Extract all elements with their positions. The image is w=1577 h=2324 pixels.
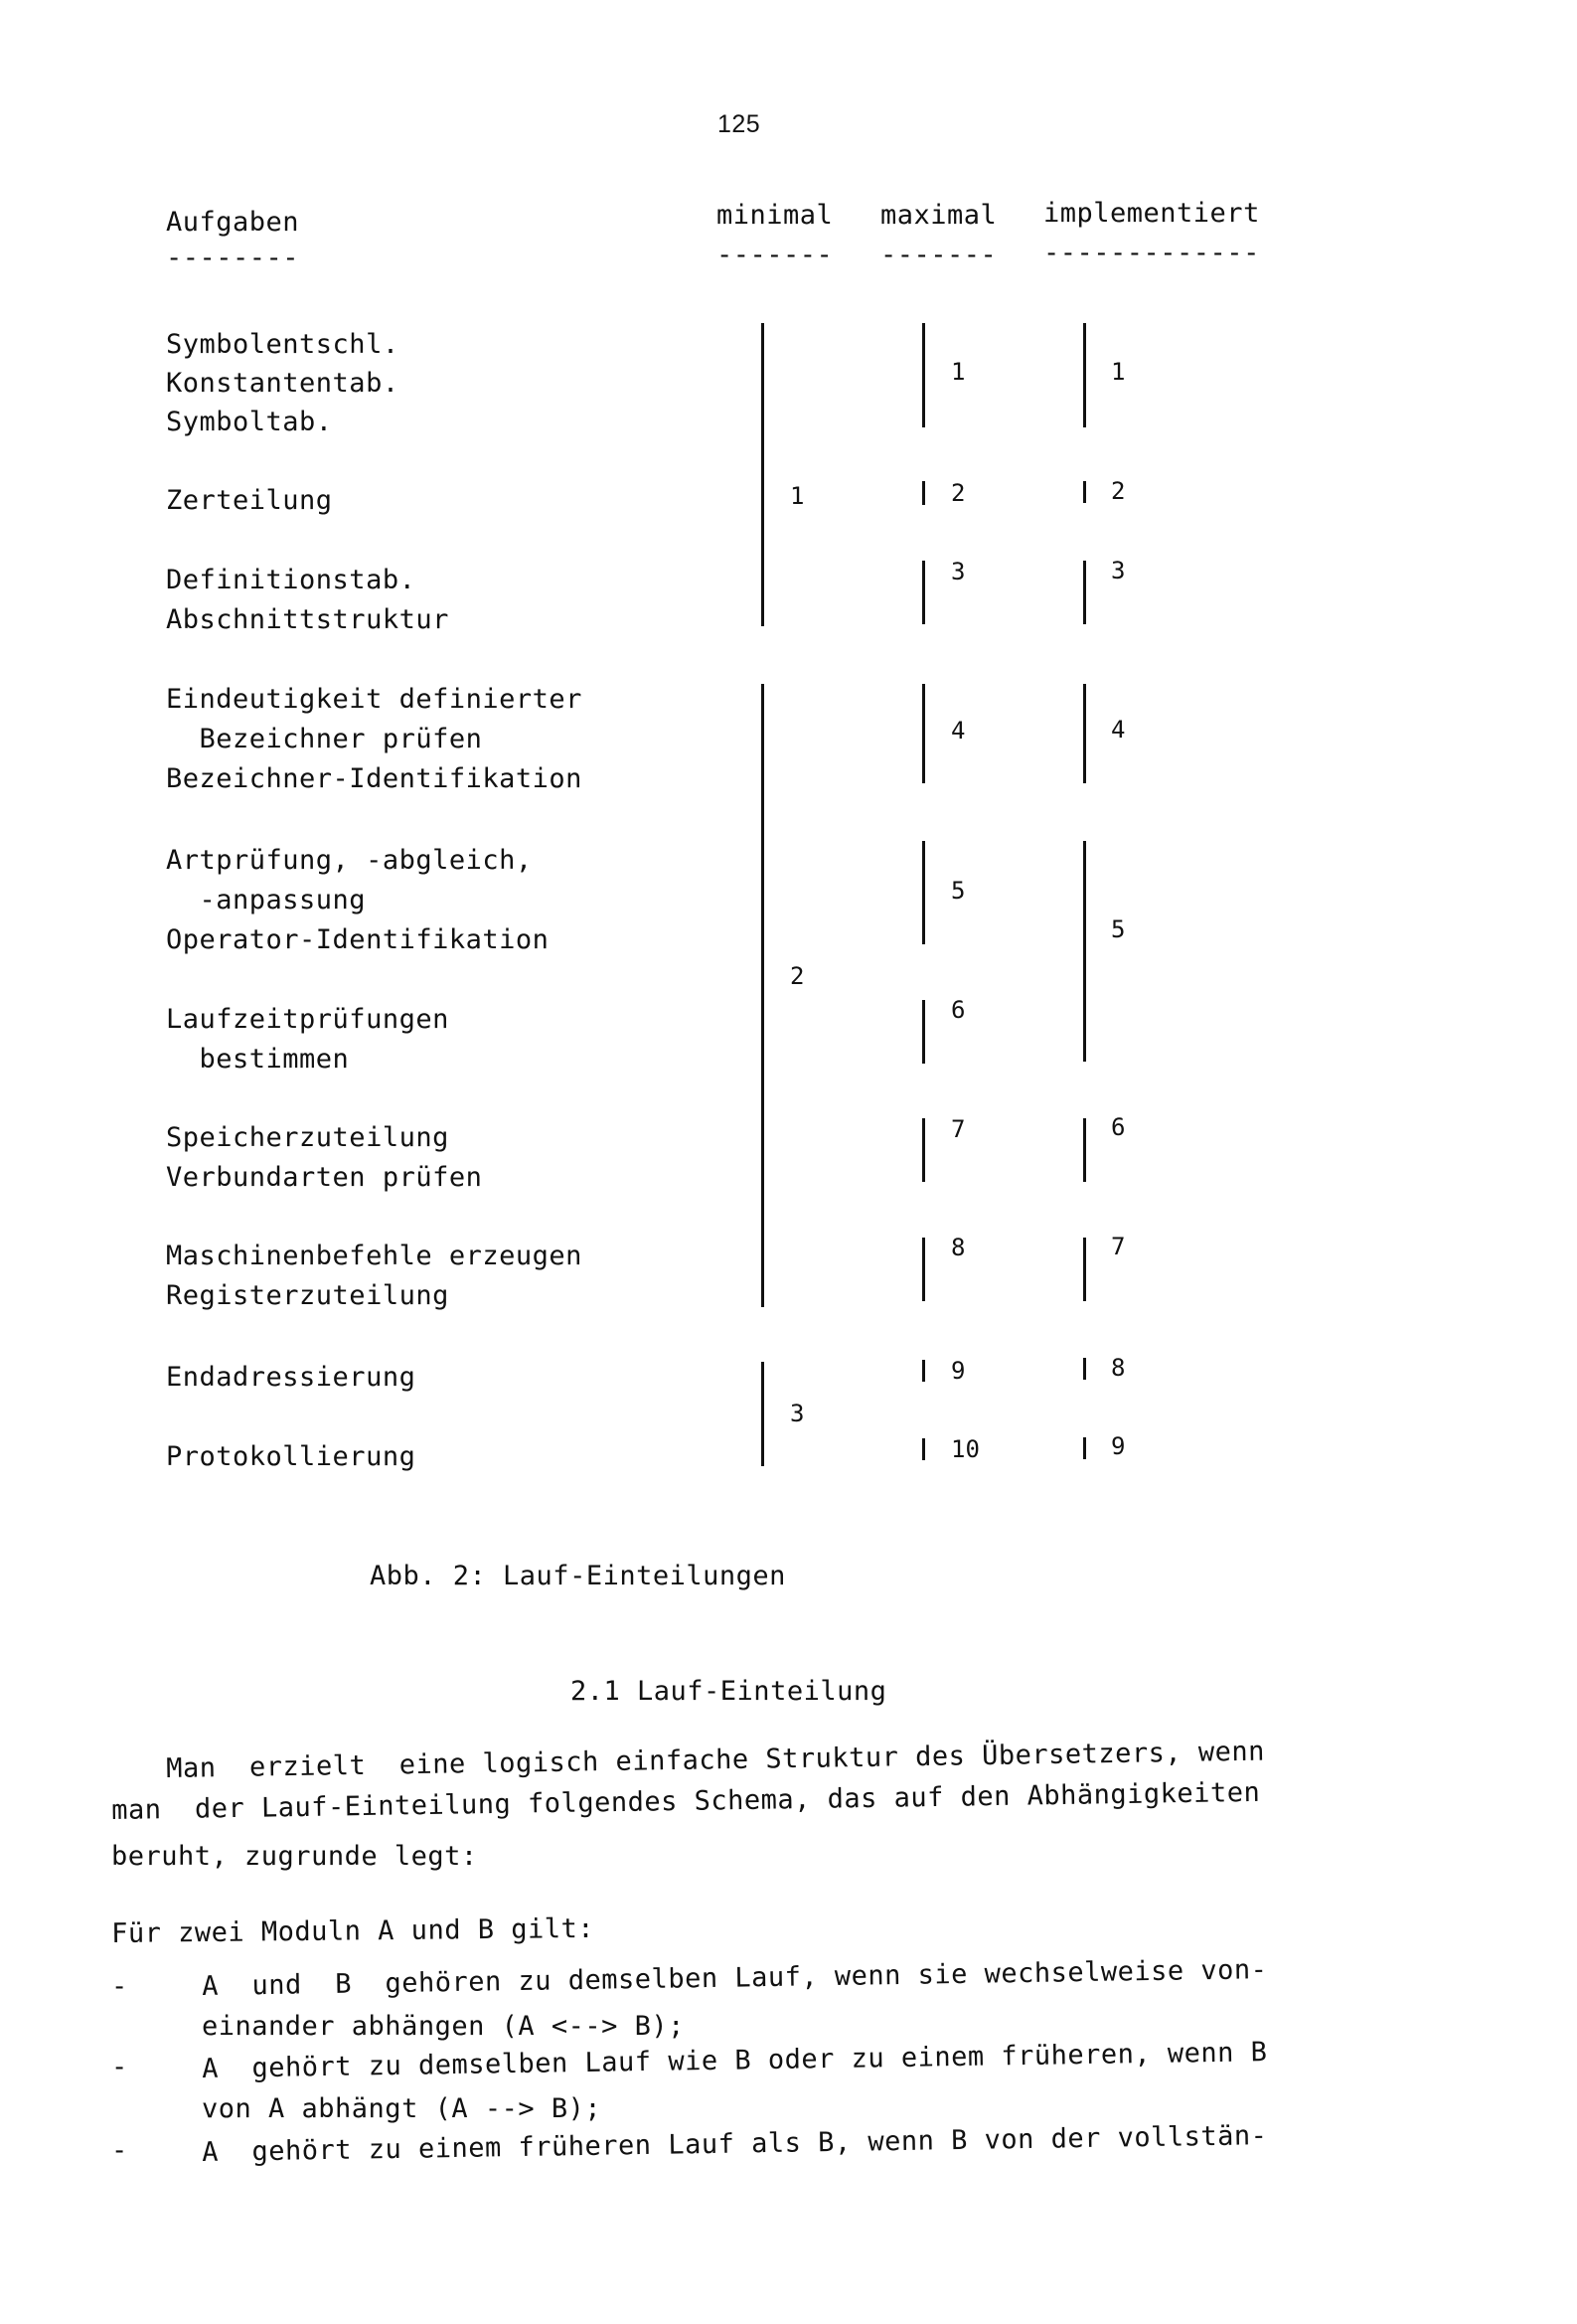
bracket-line: [1083, 1437, 1086, 1459]
task-label: Laufzeitprüfungen: [166, 1004, 449, 1035]
task-label: Artprüfung, -abgleich,: [166, 845, 533, 876]
task-label: Konstantentab.: [166, 368, 399, 399]
maximal-value: 8: [951, 1234, 966, 1261]
bracket-line: [922, 1438, 925, 1460]
header-aufgaben-rule: --------: [166, 243, 300, 273]
task-label: Bezeichner-Identifikation: [166, 763, 582, 794]
bracket-line: [922, 684, 925, 783]
rules-intro: Für zwei Moduln A und B gilt:: [110, 1912, 595, 1949]
maximal-value: 7: [951, 1115, 966, 1143]
task-label: Eindeutigkeit definierter: [166, 684, 582, 715]
maximal-value: 10: [951, 1435, 980, 1463]
bracket-line: [922, 1360, 925, 1382]
rule-line: A gehört zu einem früheren Lauf als B, wenn B von der vollstän-: [201, 2120, 1268, 2168]
bracket-line: [922, 1238, 925, 1301]
bracket-line: [1083, 481, 1086, 503]
maximal-value: 5: [951, 877, 966, 905]
task-label: Abschnittstruktur: [166, 604, 449, 635]
bracket-line: [761, 323, 764, 626]
maximal-value: 9: [951, 1357, 966, 1385]
task-label: Definitionstab.: [166, 565, 416, 595]
implementiert-value: 3: [1111, 557, 1126, 584]
bracket-line: [922, 323, 925, 427]
rule-line: einander abhängen (A <--> B);: [202, 2011, 685, 2042]
maximal-value: 1: [951, 358, 966, 386]
bracket-line: [922, 561, 925, 624]
bracket-line: [922, 481, 925, 505]
bracket-line: [922, 841, 925, 944]
figure-caption: Abb. 2: Lauf-Einteilungen: [370, 1561, 786, 1591]
paragraph-line: Man erzielt eine logisch einfache Struktur des Übersetzers, wenn: [165, 1736, 1266, 1784]
maximal-value: 4: [951, 717, 966, 745]
bracket-line: [1083, 1238, 1086, 1301]
header-maximal-rule: -------: [880, 240, 998, 270]
minimal-value: 3: [790, 1400, 805, 1427]
bracket-line: [922, 1000, 925, 1064]
implementiert-value: 5: [1111, 915, 1126, 943]
bracket-line: [761, 684, 764, 1307]
task-label: Symboltab.: [166, 407, 333, 437]
paragraph-line: man der Lauf-Einteilung folgendes Schema, das auf den Abhängigkeiten: [110, 1776, 1261, 1826]
rule-bullet: -: [111, 1971, 128, 2002]
paragraph-line: beruht, zugrunde legt:: [111, 1841, 478, 1872]
task-label: Maschinenbefehle erzeugen: [166, 1241, 582, 1271]
implementiert-value: 6: [1111, 1113, 1126, 1141]
header-minimal: minimal: [716, 200, 834, 231]
rule-bullet: -: [111, 2052, 128, 2082]
task-label: -anpassung: [166, 885, 367, 915]
implementiert-value: 2: [1111, 477, 1126, 505]
task-label: Registerzuteilung: [166, 1280, 449, 1311]
bracket-line: [922, 1118, 925, 1182]
rule-line: A und B gehören zu demselben Lauf, wenn sie wechselweise von-: [201, 1954, 1268, 2002]
rule-bullet: -: [111, 2135, 128, 2166]
bracket-line: [1083, 841, 1086, 1062]
page-number: 125: [717, 110, 761, 138]
bracket-line: [1083, 323, 1086, 427]
task-label: Protokollierung: [166, 1441, 416, 1472]
bracket-line: [1083, 1358, 1086, 1380]
implementiert-value: 1: [1111, 358, 1126, 386]
header-aufgaben: Aufgaben: [166, 207, 300, 238]
header-implementiert: implementiert: [1043, 198, 1260, 229]
bracket-line: [1083, 684, 1086, 783]
header-maximal: maximal: [880, 200, 998, 231]
maximal-value: 6: [951, 996, 966, 1024]
bracket-line: [761, 1362, 764, 1466]
bracket-line: [1083, 1118, 1086, 1182]
task-label: bestimmen: [166, 1044, 350, 1075]
rule-line: von A abhängt (A --> B);: [202, 2093, 602, 2124]
task-label: Speicherzuteilung: [166, 1122, 449, 1153]
minimal-value: 2: [790, 962, 805, 990]
minimal-value: 1: [790, 482, 805, 510]
implementiert-value: 8: [1111, 1354, 1126, 1382]
header-minimal-rule: -------: [716, 240, 834, 270]
maximal-value: 3: [951, 558, 966, 585]
header-implementiert-rule: -------------: [1043, 238, 1260, 268]
bracket-line: [1083, 561, 1086, 624]
task-label: Bezeichner prüfen: [166, 724, 483, 754]
task-label: Verbundarten prüfen: [166, 1162, 483, 1193]
rule-line: A gehört zu demselben Lauf wie B oder zu einem früheren, wenn B: [201, 2037, 1268, 2084]
maximal-value: 2: [951, 479, 966, 507]
implementiert-value: 9: [1111, 1432, 1126, 1460]
task-label: Endadressierung: [166, 1362, 416, 1393]
task-label: Symbolentschl.: [166, 329, 399, 360]
task-label: Zerteilung: [166, 485, 333, 516]
implementiert-value: 7: [1111, 1233, 1126, 1260]
task-label: Operator-Identifikation: [166, 924, 550, 955]
implementiert-value: 4: [1111, 716, 1126, 744]
section-heading: 2.1 Lauf-Einteilung: [570, 1676, 887, 1707]
